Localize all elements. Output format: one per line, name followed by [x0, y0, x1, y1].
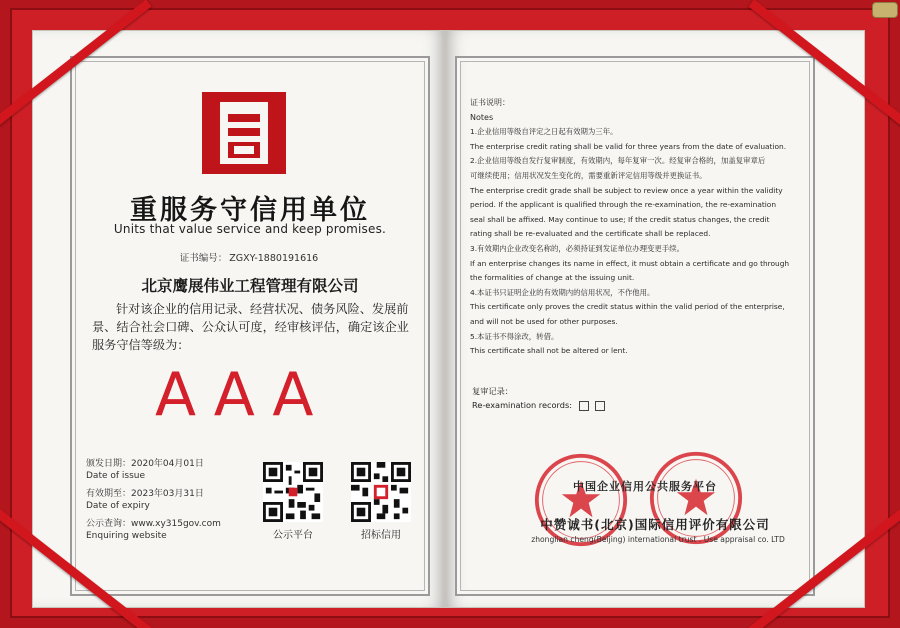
recheck-label-en: Re-examination records: [472, 400, 572, 410]
certificate-dates [86, 458, 266, 548]
certificate-description: 针对该企业的信用记录、经营状况、债务风险、发展前景、结合社会口碑、公众认可度，经审核评估，确定该企业服务守信等级为： [92, 302, 409, 352]
note-line: This certificate shall not be altered or lent. [470, 346, 628, 356]
platform-name: 中国企业信用公共服务平台 [573, 480, 717, 493]
note-line: If an enterprise changes its name in effect, it must obtain a certificate and go through [470, 258, 790, 268]
issuer-name: 中赞诚书(北京)国际信用评价有限公司 [540, 517, 770, 532]
note-line: This certificate only proves the credit status within the valid period of the enterprise, [470, 302, 785, 312]
company-name: 北京鹰展伟业工程管理有限公司 [141, 277, 359, 295]
qr-publicity-platform[interactable] [258, 462, 328, 541]
notes-label-en: Notes [470, 112, 494, 122]
recheck-box [595, 401, 605, 411]
credit-grade: AAA [155, 360, 330, 430]
note-line: The enterprise credit rating shall be valid for three years from the date of evaluation. [470, 141, 787, 151]
notes-label: 证书说明： [470, 98, 510, 107]
note-line: 2.企业信用等级自发行复审制度，有效期内，每年复审一次。经复审合格的，加盖复审章后 [470, 156, 766, 166]
certificate-title: 重服务守信用单位 [130, 195, 370, 226]
site-label: 公示查询： [86, 519, 132, 529]
issue-date: 2020年04月01日 [131, 459, 204, 469]
note-line: and will not be used for other purposes. [470, 316, 618, 326]
site-url[interactable]: www.xy315gov.com [131, 519, 221, 529]
credit-logo-icon [194, 88, 294, 188]
expiry-date: 2023年03月31日 [131, 489, 204, 499]
certificate-number [90, 250, 410, 264]
certificate-subtitle: Units that value service and keep promises. [113, 222, 387, 236]
qr-bidding-label: 招标信用 [361, 530, 401, 541]
note-line: 可继续使用；信用状况发生变化的，需要重新评定信用等级并更换证书。 [470, 170, 707, 180]
note-line: The enterprise credit grade shall be subject to review once a year within the validity [470, 185, 783, 195]
recheck-section [472, 384, 772, 412]
qr-publicity-label: 公示平台 [273, 530, 313, 541]
qr-code-icon[interactable] [351, 462, 411, 522]
expiry-date-en: Date of expiry [86, 501, 150, 511]
site-en: Enquiring website [86, 531, 167, 541]
expiry-date-label: 有效期至： [86, 489, 132, 499]
note-line: rating shall be re-evaluated and the certificate shall be replaced. [470, 229, 711, 239]
note-line: 4.本证书只证明企业的有效期内的信用状况，不作他用。 [470, 287, 655, 297]
notes-section [470, 96, 800, 359]
corner-clip [872, 2, 898, 18]
certificate-number-label: 证书编号： [179, 253, 228, 264]
issue-date-label: 颁发日期： [86, 459, 132, 469]
recheck-label: 复审记录： [472, 386, 513, 396]
qr-code-icon[interactable] [263, 462, 323, 522]
official-seal-icon [533, 452, 629, 548]
recheck-box [579, 401, 589, 411]
note-line: the formalities of change at the issuing unit. [470, 273, 635, 283]
issue-date-en: Date of issue [86, 471, 146, 481]
qr-bidding-credit[interactable] [346, 462, 416, 541]
note-line: 1.企业信用等级自评定之日起有效期为三年。 [470, 127, 618, 137]
issuer-name-en: zhonglian cheng(Beijing) international trust . Use appraisal co. LTD [531, 535, 785, 544]
certificate-number-value: ZGXY-1880191616 [229, 253, 319, 264]
note-line: 3.有效期内企业改变名称的，必须持证到发证单位办理变更手续。 [470, 243, 684, 253]
note-line: seal shall be affixed. May continue to use; If the credit status changes, the credit [470, 214, 770, 224]
note-line: period. If the applicant is qualified through the re-examination, the re-examination [470, 200, 777, 210]
note-line: 5.本证书不得涂改，转借。 [470, 331, 559, 341]
